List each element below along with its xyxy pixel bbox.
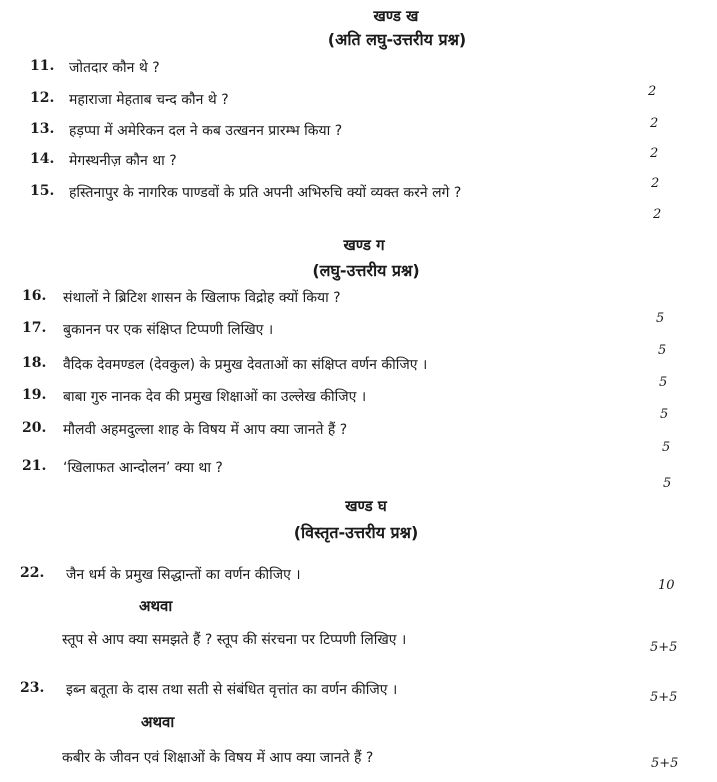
question-mark: 2 [650,116,659,131]
section-d-subtitle: (विस्तृत-उत्तरीय प्रश्न) [293,523,419,542]
question-text: ‘खिलाफत आन्दोलन’ क्या था ? [63,460,223,476]
question-text: बुकानन पर एक संक्षिप्त टिप्पणी लिखिए । [63,322,274,338]
question-number: 19. [22,387,47,403]
section-c-title: खण्ड ग [343,236,385,254]
question-text: हड़प्पा में अमेरिकन दल ने कब उत्खनन प्रारम्भ किया ? [69,123,343,139]
question-number: 20. [22,420,47,436]
question-number: 12. [30,90,55,106]
question-mark: 10 [658,578,675,593]
question-text: कबीर के जीवन एवं शिक्षाओं के विषय में आप क्या जानते हैं ? [62,750,374,766]
question-mark: 5 [658,343,667,358]
question-mark: 5 [659,375,668,390]
question-text: वैदिक देवमण्डल (देवकुल) के प्रमुख देवताओं का संक्षिप्त वर्णन कीजिए । [63,357,428,373]
question-mark: 5 [660,407,669,422]
question-mark: 2 [651,176,660,191]
question-number: 11. [30,58,55,74]
question-mark: 5 [656,311,665,326]
question-mark: 2 [653,207,662,222]
section-d-title: खण्ड घ [345,497,387,515]
question-text: महाराजा मेहताब चन्द कौन थे ? [69,92,229,108]
question-number: 14. [30,151,55,167]
question-text: बाबा गुरु नानक देव की प्रमुख शिक्षाओं का उल्लेख कीजिए । [63,389,367,405]
question-number: 15. [30,183,55,199]
question-mark: 5 [662,440,671,455]
question-mark: 5+5 [650,690,678,705]
question-text: जैन धर्म के प्रमुख सिद्धान्तों का वर्णन कीजिए । [66,567,301,583]
question-text: मौलवी अहमदुल्ला शाह के विषय में आप क्या जानते हैं ? [63,422,348,438]
question-text: हस्तिनापुर के नागरिक पाण्डवों के प्रति अपनी अभिरुचि क्यों व्यक्त करने लगे ? [69,185,462,201]
or-label: अथवा [139,597,173,615]
question-text: संथालों ने ब्रिटिश शासन के खिलाफ विद्रोह क्यों किया ? [63,290,341,306]
question-number: 23. [20,680,45,696]
section-c-subtitle: (लघु-उत्तरीय प्रश्न) [312,261,420,280]
question-text: मेगस्थनीज़ कौन था ? [69,153,177,169]
question-number: 16. [22,288,47,304]
question-number: 13. [30,121,55,137]
question-text: स्तूप से आप क्या समझते हैं ? स्तूप की संरचना पर टिप्पणी लिखिए । [62,632,407,648]
question-number: 21. [22,458,47,474]
question-number: 18. [22,355,47,371]
question-text: इब्न बतूता के दास तथा सती से संबंधित वृत्तांत का वर्णन कीजिए । [66,682,398,698]
question-mark: 5+5 [651,756,679,771]
or-label: अथवा [141,713,175,731]
section-b-title: खण्ड ख [373,7,419,25]
question-mark: 5 [663,476,672,491]
question-number: 22. [20,565,45,581]
question-mark: 2 [650,146,659,161]
section-b-subtitle: (अति लघु-उत्तरीय प्रश्न) [327,30,467,49]
question-mark: 5+5 [650,640,678,655]
question-number: 17. [22,320,47,336]
question-mark: 2 [648,84,657,99]
question-text: जोतदार कौन थे ? [69,60,160,76]
